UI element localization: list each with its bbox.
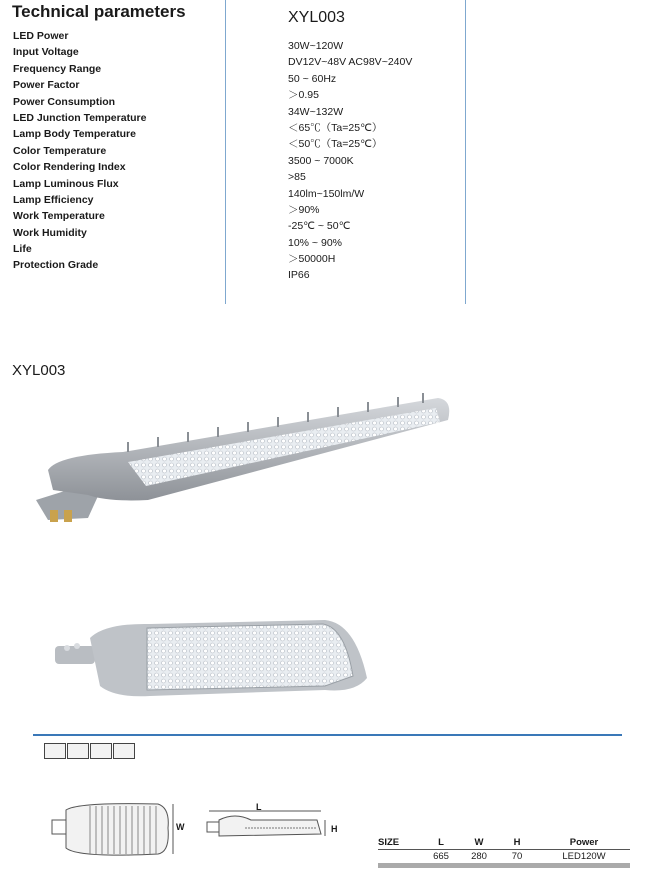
- dimension-w-label: W: [176, 822, 185, 832]
- length-header: L: [420, 836, 462, 850]
- param-value: ＜50℃（Ta=25℃）: [288, 138, 383, 151]
- height-header: H: [496, 836, 538, 850]
- road-icon: [67, 743, 89, 759]
- param-value: 3500 ~ 7000K: [288, 154, 354, 167]
- power-header: Power: [538, 836, 630, 850]
- parameter-labels: [13, 28, 146, 274]
- param-value: ＞0.95: [288, 89, 319, 102]
- param-value: 50 ~ 60Hz: [288, 72, 337, 85]
- model-name: XYL003: [288, 9, 345, 26]
- divider-left: [225, 0, 226, 304]
- param-label: Power Consumption: [13, 95, 116, 108]
- width-cell: 280: [462, 850, 496, 866]
- lamp-photo-bottom: [55, 618, 375, 703]
- param-label: Work Humidity: [13, 226, 87, 239]
- wall-mount-icon: [90, 743, 112, 759]
- size-cell: [378, 850, 420, 866]
- param-value: ＞90%: [288, 203, 320, 216]
- param-label: Frequency Range: [13, 62, 102, 75]
- param-value: DV12V~48V AC98V~240V: [288, 56, 413, 69]
- param-label: Color Rendering Index: [13, 161, 126, 174]
- param-value: 140lm~150lm/W: [288, 187, 365, 200]
- dimension-drawing-side: [205, 808, 330, 843]
- page-title: Technical parameters: [12, 2, 186, 21]
- param-label: Work Temperature: [13, 210, 105, 223]
- param-value: 10% ~ 90%: [288, 236, 342, 249]
- param-label: LED Junction Temperature: [13, 111, 147, 124]
- size-header: SIZE: [378, 836, 420, 850]
- power-cell: LED120W: [538, 850, 630, 866]
- param-value: ＞50000H: [288, 253, 336, 266]
- param-label: Protection Grade: [13, 259, 99, 272]
- param-label: Lamp Body Temperature: [13, 128, 136, 141]
- parameter-values: [288, 38, 412, 284]
- param-label: Lamp Luminous Flux: [13, 177, 119, 190]
- height-cell: 70: [496, 850, 538, 866]
- size-table-row: [378, 850, 630, 866]
- dimension-drawing-top: [48, 800, 193, 860]
- dimension-l-label: L: [256, 802, 262, 812]
- param-label: Color Temperature: [13, 144, 107, 157]
- param-value: >85: [288, 171, 306, 184]
- param-label: LED Power: [13, 30, 69, 42]
- size-table: [378, 836, 630, 868]
- param-value: ＜65℃（Ta=25℃）: [288, 121, 383, 134]
- param-label: Lamp Efficiency: [13, 193, 94, 206]
- angle-adjust-icon: [113, 743, 135, 759]
- param-value: IP66: [288, 269, 310, 282]
- pole-mount-icon: [44, 743, 66, 759]
- param-value: -25℃ ~ 50℃: [288, 220, 351, 233]
- section-divider: [33, 734, 622, 736]
- length-cell: 665: [420, 850, 462, 866]
- param-label: Power Factor: [13, 79, 80, 92]
- dimension-h-label: H: [331, 824, 338, 834]
- param-label: Input Voltage: [13, 46, 79, 59]
- product-section-title: XYL003: [12, 362, 66, 379]
- divider-right: [465, 0, 466, 304]
- width-header: W: [462, 836, 496, 850]
- param-label: Life: [13, 243, 32, 256]
- size-table-header: [378, 836, 630, 850]
- param-value: 34W~132W: [288, 105, 344, 118]
- param-value: 30W~120W: [288, 40, 344, 52]
- lamp-photo-angled: [28, 390, 453, 540]
